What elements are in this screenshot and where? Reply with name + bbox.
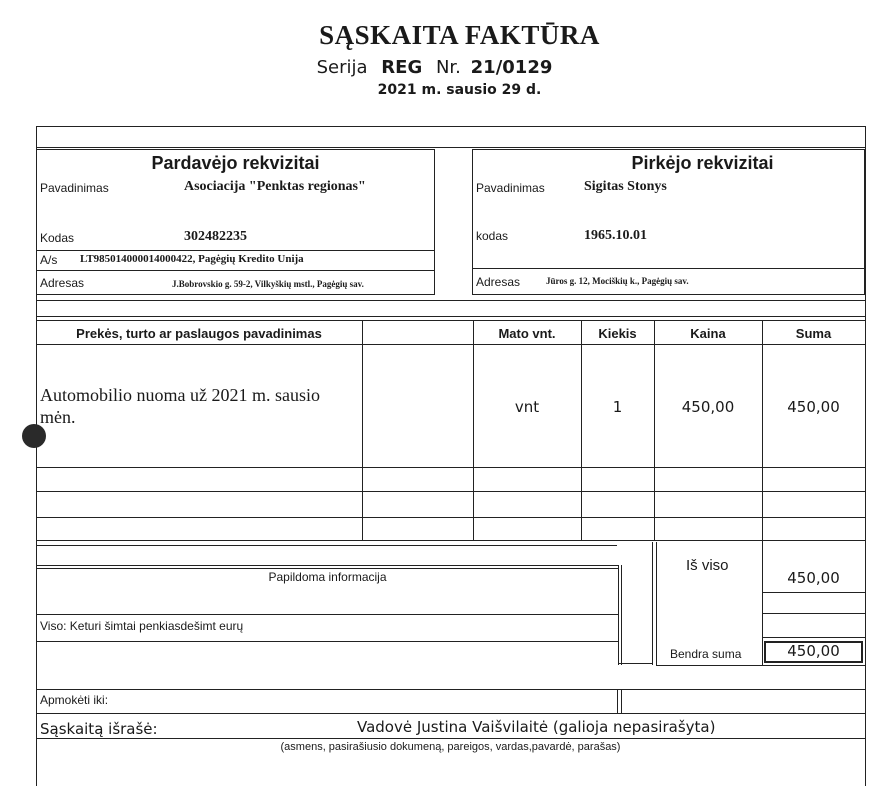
frame-line-316 [36, 316, 865, 317]
item-sum: 450,00 [787, 398, 840, 416]
item-desc-line-2: mėn. [40, 407, 76, 427]
issuer-line [36, 738, 865, 739]
table-col-4 [654, 320, 655, 540]
totals-col [762, 540, 763, 665]
table-header-bottom [36, 344, 865, 345]
totals-left-1 [652, 542, 653, 665]
series-line [0, 57, 869, 78]
table-empty-row-2 [36, 517, 865, 518]
buyer-address-label: Adresas [476, 275, 521, 289]
hole-punch-mark [22, 424, 46, 448]
seller-heading: Pardavėjo rekvizitai [151, 153, 320, 173]
info-double-right [621, 565, 622, 665]
buyer-address: Jūros g. 12, Mociškių k., Pagėgių sav. [546, 276, 689, 286]
buyer-name-label: Pavadinimas [476, 181, 545, 195]
seller-code: 302482235 [184, 229, 247, 244]
issuer-note: (asmens, pasirašiusio dokumeną, pareigos, vardas,pavardė, parašas) [280, 741, 621, 753]
item-description [40, 384, 320, 428]
table-empty-row-1 [36, 491, 865, 492]
table-col-5 [762, 320, 763, 540]
buyer-line-1 [472, 268, 865, 269]
buyer-code-label: kodas [476, 229, 509, 243]
info-line-565 [36, 565, 619, 566]
buyer-name: Sigitas Stonys [584, 179, 667, 194]
frame-right [865, 126, 866, 786]
info-line-545 [36, 545, 617, 546]
bendra-suma-label: Bendra suma [670, 647, 742, 661]
extra-info-label: Papildoma informacija [268, 570, 387, 584]
frame-top [36, 126, 865, 127]
buyer-heading: Pirkėjo rekvizitai [631, 153, 774, 173]
pay-until-label: Apmokėti iki: [40, 693, 109, 707]
item-desc-line-1: Automobilio nuoma už 2021 m. sausio [40, 385, 320, 405]
item-unit: vnt [514, 398, 540, 416]
table-row-bottom [36, 467, 865, 468]
serija-value: REG [381, 57, 423, 78]
totals-bottom [656, 665, 865, 666]
table-col-2 [473, 320, 474, 540]
buyer-code: 1965.10.01 [584, 228, 647, 243]
item-price: 450,00 [681, 398, 735, 416]
pay-divider-1 [617, 689, 618, 713]
seller-code-label: Kodas [40, 231, 75, 245]
bendra-suma-value: 450,00 [787, 642, 840, 660]
invoice-title: SĄSKAITA FAKTŪRA [319, 20, 600, 50]
seller-account-label: A/s [40, 253, 58, 267]
header-unit: Mato vnt. [498, 326, 556, 341]
table-col-1 [362, 320, 363, 540]
totals-line-613 [762, 613, 865, 614]
info-line-568 [36, 568, 619, 569]
seller-address-label: Adresas [40, 276, 85, 290]
pay-line-top [36, 689, 865, 690]
frame-line-300 [36, 300, 865, 301]
is-viso-label: Iš viso [686, 557, 729, 574]
seller-line-1 [36, 250, 435, 251]
info-line-614 [36, 614, 618, 615]
header-sum: Suma [795, 326, 832, 341]
pay-divider-2 [621, 689, 622, 713]
seller-address: J.Bobrovskio g. 59-2, Vilkyškių mstl., Pagėgių sav. [172, 279, 364, 289]
issuer-label: Sąskaitą išrašė: [40, 720, 158, 738]
totals-left-2 [656, 542, 657, 665]
total-in-words: Viso: Keturi šimtai penkiasdešimt eurų [40, 619, 244, 633]
totals-line-592 [762, 592, 865, 593]
header-description: Prekės, turto ar paslaugos pavadinimas [76, 326, 322, 341]
serija-label: Serija [316, 57, 368, 78]
invoice-date: 2021 m. sausio 29 d. [377, 82, 542, 98]
issuer-name: Vadovė Justina Vaišvilaitė (galioja nepasirašyta) [357, 718, 716, 736]
nr-value: 21/0129 [470, 57, 553, 78]
table-col-3 [581, 320, 582, 540]
header-qty: Kiekis [598, 326, 637, 341]
table-bottom [36, 540, 865, 541]
frame-line-147 [36, 147, 865, 148]
is-viso-value: 450,00 [787, 569, 840, 587]
seller-name: Asociacija "Penktas regionas" [184, 179, 366, 194]
info-line-641 [36, 641, 618, 642]
totals-line-637 [762, 637, 865, 638]
seller-name-label: Pavadinimas [40, 181, 109, 195]
header-price: Kaina [690, 326, 726, 341]
info-bottom-double [618, 663, 652, 664]
seller-line-2 [36, 270, 435, 271]
table-top [36, 320, 865, 321]
pay-line-bottom [36, 713, 865, 714]
item-qty: 1 [612, 398, 623, 416]
seller-account: LT985014000014000422, Pagėgių Kredito Unija [80, 253, 304, 265]
nr-label: Nr. [435, 57, 461, 78]
